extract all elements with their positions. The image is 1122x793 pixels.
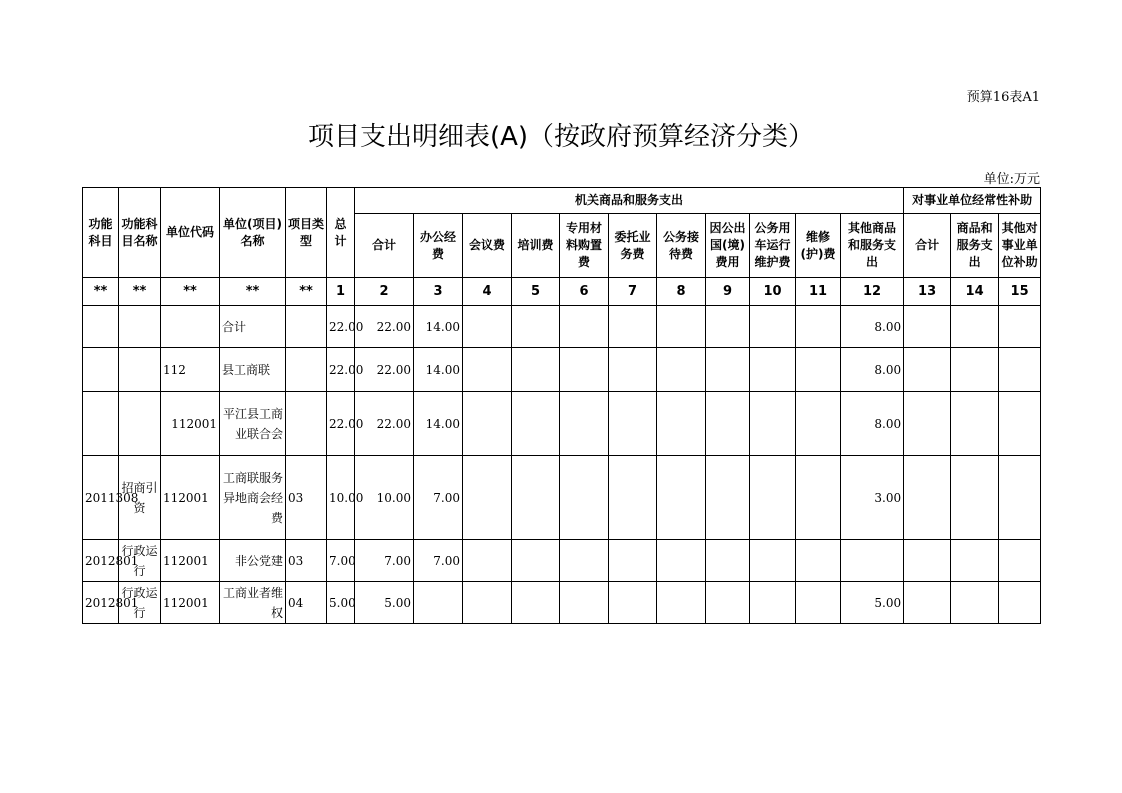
index-cell: 11 [796, 278, 841, 306]
value-cell-col4 [463, 540, 512, 582]
total-cell: 7.00 [327, 540, 355, 582]
value-cell-col6 [560, 306, 609, 348]
value-cell-col8 [657, 456, 706, 540]
func-code-cell [83, 348, 119, 392]
total-cell: 22.00 [327, 306, 355, 348]
value-cell-col13 [904, 348, 951, 392]
col-func-name: 功能科目名称 [119, 188, 161, 278]
col-unit-name: 单位(项目)名称 [220, 188, 286, 278]
value-cell-col6 [560, 582, 609, 624]
value-cell-col15 [999, 456, 1041, 540]
col-sub-7: 公务接待费 [657, 214, 706, 278]
func-code-cell: 2012801 [83, 540, 119, 582]
col-sub-2: 办公经费 [414, 214, 463, 278]
value-cell-col12: 5.00 [841, 582, 904, 624]
col-sub-10: 维修(护)费 [796, 214, 841, 278]
value-cell-col6 [560, 456, 609, 540]
value-cell-col8 [657, 540, 706, 582]
value-cell-col15 [999, 540, 1041, 582]
value-cell-col8 [657, 306, 706, 348]
index-cell: ** [83, 278, 119, 306]
col-sub-4: 培训费 [512, 214, 560, 278]
value-cell-col9 [706, 540, 750, 582]
index-cell: 15 [999, 278, 1041, 306]
value-cell-col13 [904, 540, 951, 582]
index-cell: 5 [512, 278, 560, 306]
unit-name-cell: 平江县工商业联合会 [220, 392, 286, 456]
func-name-cell [119, 306, 161, 348]
unit-name-cell: 工商业者维权 [220, 582, 286, 624]
value-cell-col7 [609, 306, 657, 348]
table-row [83, 456, 1041, 540]
value-cell-col2: 10.00 [355, 456, 414, 540]
value-cell-col7 [609, 392, 657, 456]
value-cell-col3 [414, 582, 463, 624]
table-row [83, 348, 1041, 392]
col-sub-1: 合计 [355, 214, 414, 278]
value-cell-col13 [904, 306, 951, 348]
index-cell: 6 [560, 278, 609, 306]
index-cell: 14 [951, 278, 999, 306]
col-group-goods-services: 机关商品和服务支出 [355, 188, 904, 214]
value-cell-col3: 7.00 [414, 540, 463, 582]
expense-table [82, 187, 1041, 624]
value-cell-col12 [841, 540, 904, 582]
project-type-cell: 04 [286, 582, 327, 624]
value-cell-col6 [560, 540, 609, 582]
value-cell-col2: 5.00 [355, 582, 414, 624]
value-cell-col3: 7.00 [414, 456, 463, 540]
value-cell-col9 [706, 392, 750, 456]
total-cell: 22.00 [327, 392, 355, 456]
value-cell-col9 [706, 456, 750, 540]
project-type-cell [286, 392, 327, 456]
value-cell-col8 [657, 582, 706, 624]
index-cell: ** [119, 278, 161, 306]
value-cell-col12: 8.00 [841, 348, 904, 392]
value-cell-col6 [560, 348, 609, 392]
unit-label: 单位:万元 [983, 172, 1040, 187]
func-code-cell: 2011308 [83, 456, 119, 540]
value-cell-col3: 14.00 [414, 306, 463, 348]
value-cell-col7 [609, 540, 657, 582]
table-row [83, 392, 1041, 456]
value-cell-col2: 7.00 [355, 540, 414, 582]
value-cell-col15 [999, 306, 1041, 348]
unit-code-cell: 112 [161, 348, 220, 392]
func-code-cell [83, 392, 119, 456]
value-cell-col10 [750, 392, 796, 456]
table-row [83, 306, 1041, 348]
col-unit-code: 单位代码 [161, 188, 220, 278]
func-code-cell: 2012801 [83, 582, 119, 624]
value-cell-col7 [609, 582, 657, 624]
value-cell-col12: 8.00 [841, 306, 904, 348]
value-cell-col15 [999, 392, 1041, 456]
col-sub-6: 委托业务费 [609, 214, 657, 278]
index-cell: 9 [706, 278, 750, 306]
func-name-cell: 行政运行 [119, 582, 161, 624]
value-cell-col14 [951, 456, 999, 540]
value-cell-col3: 14.00 [414, 392, 463, 456]
unit-name-cell: 工商联服务异地商会经费 [220, 456, 286, 540]
value-cell-col9 [706, 582, 750, 624]
col-sub-5: 专用材料购置费 [560, 214, 609, 278]
index-row [83, 278, 1041, 306]
value-cell-col10 [750, 456, 796, 540]
value-cell-col4 [463, 582, 512, 624]
func-name-cell: 行政运行 [119, 540, 161, 582]
table-row [83, 540, 1041, 582]
total-cell: 10.00 [327, 456, 355, 540]
value-cell-col5 [512, 306, 560, 348]
index-cell: 7 [609, 278, 657, 306]
index-cell: 10 [750, 278, 796, 306]
col-sub-14: 其他对事业单位补助 [999, 214, 1041, 278]
value-cell-col8 [657, 348, 706, 392]
value-cell-col2: 22.00 [355, 348, 414, 392]
value-cell-col12: 3.00 [841, 456, 904, 540]
value-cell-col5 [512, 456, 560, 540]
value-cell-col10 [750, 540, 796, 582]
unit-name-cell: 合计 [220, 306, 286, 348]
value-cell-col2: 22.00 [355, 392, 414, 456]
total-cell: 22.00 [327, 348, 355, 392]
page-title: 项目支出明细表(A)（按政府预算经济分类） [307, 122, 815, 152]
value-cell-col11 [796, 348, 841, 392]
value-cell-col7 [609, 348, 657, 392]
project-type-cell [286, 306, 327, 348]
unit-code-cell: 112001 [161, 392, 220, 456]
col-sub-9: 公务用车运行维护费 [750, 214, 796, 278]
table-body [83, 306, 1041, 624]
total-cell: 5.00 [327, 582, 355, 624]
func-name-cell [119, 392, 161, 456]
value-cell-col13 [904, 392, 951, 456]
unit-code-cell: 112001 [161, 582, 220, 624]
col-sub-12: 合计 [904, 214, 951, 278]
value-cell-col4 [463, 456, 512, 540]
index-cell: 12 [841, 278, 904, 306]
index-cell: 13 [904, 278, 951, 306]
value-cell-col13 [904, 582, 951, 624]
value-cell-col9 [706, 348, 750, 392]
table-code: 预算16表A1 [966, 90, 1040, 105]
value-cell-col5 [512, 392, 560, 456]
project-type-cell: 03 [286, 540, 327, 582]
value-cell-col15 [999, 348, 1041, 392]
value-cell-col4 [463, 306, 512, 348]
index-cell: ** [220, 278, 286, 306]
value-cell-col14 [951, 348, 999, 392]
value-cell-col5 [512, 348, 560, 392]
value-cell-col11 [796, 392, 841, 456]
value-cell-col14 [951, 392, 999, 456]
value-cell-col4 [463, 348, 512, 392]
value-cell-col15 [999, 582, 1041, 624]
value-cell-col10 [750, 582, 796, 624]
value-cell-col11 [796, 456, 841, 540]
index-cell: 2 [355, 278, 414, 306]
value-cell-col4 [463, 392, 512, 456]
func-code-cell [83, 306, 119, 348]
index-cell: 1 [327, 278, 355, 306]
unit-code-cell: 112001 [161, 540, 220, 582]
project-type-cell [286, 348, 327, 392]
value-cell-col12: 8.00 [841, 392, 904, 456]
index-cell: 8 [657, 278, 706, 306]
col-sub-8: 因公出国(境)费用 [706, 214, 750, 278]
value-cell-col11 [796, 582, 841, 624]
value-cell-col14 [951, 540, 999, 582]
value-cell-col13 [904, 456, 951, 540]
value-cell-col5 [512, 582, 560, 624]
index-cell: 3 [414, 278, 463, 306]
unit-code-cell: 112001 [161, 456, 220, 540]
col-func-subject: 功能科目 [83, 188, 119, 278]
value-cell-col10 [750, 348, 796, 392]
value-cell-col6 [560, 392, 609, 456]
col-sub-13: 商品和服务支出 [951, 214, 999, 278]
value-cell-col8 [657, 392, 706, 456]
col-group-subsidy: 对事业单位经常性补助 [904, 188, 1041, 214]
index-cell: 4 [463, 278, 512, 306]
func-name-cell [119, 348, 161, 392]
value-cell-col7 [609, 456, 657, 540]
table-row [83, 582, 1041, 624]
value-cell-col14 [951, 582, 999, 624]
index-cell: ** [161, 278, 220, 306]
value-cell-col10 [750, 306, 796, 348]
unit-code-cell [161, 306, 220, 348]
value-cell-col14 [951, 306, 999, 348]
col-project-type: 项目类型 [286, 188, 327, 278]
col-total: 总计 [327, 188, 355, 278]
value-cell-col2: 22.00 [355, 306, 414, 348]
func-name-cell: 招商引资 [119, 456, 161, 540]
value-cell-col3: 14.00 [414, 348, 463, 392]
col-sub-3: 会议费 [463, 214, 512, 278]
index-cell: ** [286, 278, 327, 306]
value-cell-col5 [512, 540, 560, 582]
project-type-cell: 03 [286, 456, 327, 540]
unit-name-cell: 非公党建 [220, 540, 286, 582]
col-sub-11: 其他商品和服务支出 [841, 214, 904, 278]
unit-name-cell: 县工商联 [220, 348, 286, 392]
value-cell-col11 [796, 306, 841, 348]
value-cell-col9 [706, 306, 750, 348]
value-cell-col11 [796, 540, 841, 582]
